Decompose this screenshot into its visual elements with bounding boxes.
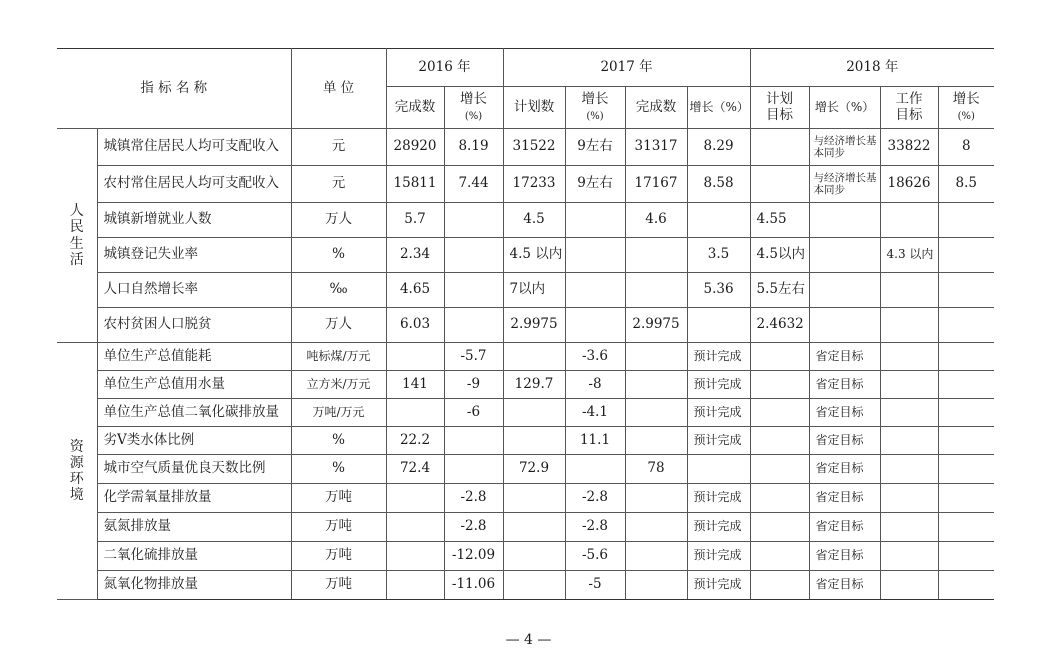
cell-p2017 <box>503 399 565 427</box>
cell-t2018 <box>750 343 809 371</box>
cell-tg2018 <box>809 308 880 343</box>
indicator-name-cell: 单位生产总值二氧化碳排放量 <box>97 399 291 427</box>
cell-g2016 <box>444 308 503 343</box>
cell-c2016 <box>386 484 444 513</box>
cell-unit: 万人 <box>291 203 386 238</box>
cell-c2016: 4.65 <box>386 273 444 308</box>
table-row <box>57 427 994 455</box>
header-year-2017: 2017 年 <box>503 49 750 87</box>
cell-unit: % <box>291 455 386 484</box>
table-row <box>57 343 994 371</box>
cell-pg2017: 11.1 <box>565 427 625 455</box>
cell-t2018 <box>750 129 809 166</box>
header-year-2018: 2018 年 <box>750 49 994 87</box>
cell-p2017: 2.9975 <box>503 308 565 343</box>
cell-c2017 <box>625 427 687 455</box>
indicator-name-cell: 劣Ⅴ类水体比例 <box>97 427 291 455</box>
cell-tg2018: 省定目标 <box>809 455 880 484</box>
cell-c2016: 6.03 <box>386 308 444 343</box>
cell-unit: 万吨 <box>291 571 386 600</box>
cell-g2016 <box>444 455 503 484</box>
cell-c2016 <box>386 399 444 427</box>
table-row <box>57 238 994 273</box>
cell-c2016 <box>386 513 444 542</box>
cell-wg2018 <box>938 484 994 513</box>
cell-wg2018 <box>938 371 994 399</box>
cell-p2017: 72.9 <box>503 455 565 484</box>
cell-unit: 万吨 <box>291 542 386 571</box>
cell-w2018 <box>880 427 938 455</box>
header-indicator-name: 指 标 名 称 <box>57 49 291 129</box>
cell-g2016: -2.8 <box>444 484 503 513</box>
cell-tg2018: 与经济增长基本同步 <box>809 129 880 166</box>
cell-g2016: -12.09 <box>444 542 503 571</box>
header-2018-work-growth: 增长 (%) <box>938 87 994 129</box>
cell-tg2018: 与经济增长基本同步 <box>809 166 880 203</box>
category-cell: 人 民 生 活 <box>57 129 97 343</box>
indicator-name-cell: 城镇常住居民人均可支配收入 <box>97 129 291 166</box>
cell-c2017: 2.9975 <box>625 308 687 343</box>
cell-g2016: 7.44 <box>444 166 503 203</box>
cell-c2016: 15811 <box>386 166 444 203</box>
cell-c2017 <box>625 484 687 513</box>
cell-c2016 <box>386 343 444 371</box>
cell-unit: 元 <box>291 166 386 203</box>
cell-wg2018 <box>938 571 994 600</box>
cell-p2017 <box>503 513 565 542</box>
cell-t2018 <box>750 371 809 399</box>
cell-t2018 <box>750 513 809 542</box>
cell-p2017: 4.5 <box>503 203 565 238</box>
cell-w2018 <box>880 484 938 513</box>
cell-wg2018: 8.5 <box>938 166 994 203</box>
cell-w2018: 33822 <box>880 129 938 166</box>
indicator-name-cell: 单位生产总值能耗 <box>97 343 291 371</box>
table-row <box>57 399 994 427</box>
cell-t2018 <box>750 571 809 600</box>
cell-pg2017: -2.8 <box>565 484 625 513</box>
cell-wg2018 <box>938 343 994 371</box>
cell-c2017 <box>625 399 687 427</box>
cell-t2018 <box>750 399 809 427</box>
cell-pg2017 <box>565 308 625 343</box>
cell-wg2018: 8 <box>938 129 994 166</box>
header-row-years <box>57 49 994 87</box>
cell-wg2018 <box>938 203 994 238</box>
header-2017-plan: 计划数 <box>503 87 565 129</box>
cell-w2018: 18626 <box>880 166 938 203</box>
cell-c2016: 72.4 <box>386 455 444 484</box>
cell-g2016: -5.7 <box>444 343 503 371</box>
cell-p2017 <box>503 427 565 455</box>
cell-g2017: 8.29 <box>687 129 750 166</box>
cell-c2016: 22.2 <box>386 427 444 455</box>
cell-w2018 <box>880 399 938 427</box>
cell-w2018 <box>880 343 938 371</box>
cell-c2017 <box>625 371 687 399</box>
indicator-name-cell: 城镇新增就业人数 <box>97 203 291 238</box>
cell-wg2018 <box>938 513 994 542</box>
cell-tg2018 <box>809 203 880 238</box>
cell-t2018: 4.5以内 <box>750 238 809 273</box>
cell-t2018 <box>750 166 809 203</box>
cell-p2017: 4.5 以内 <box>503 238 565 273</box>
indicator-name-cell: 农村常住居民人均可支配收入 <box>97 166 291 203</box>
header-2018-work-target: 工作 目标 <box>880 87 938 129</box>
indicator-name-cell: 单位生产总值用水量 <box>97 371 291 399</box>
cell-pg2017 <box>565 273 625 308</box>
cell-pg2017: -8 <box>565 371 625 399</box>
cell-unit: 吨标煤/万元 <box>291 343 386 371</box>
cell-pg2017: -2.8 <box>565 513 625 542</box>
cell-p2017: 17233 <box>503 166 565 203</box>
cell-w2018 <box>880 542 938 571</box>
table-row <box>57 273 994 308</box>
header-2017-growth: 增长（%） <box>687 87 750 129</box>
cell-g2017: 8.58 <box>687 166 750 203</box>
cell-g2016: -9 <box>444 371 503 399</box>
cell-pg2017: -4.1 <box>565 399 625 427</box>
cell-pg2017: -3.6 <box>565 343 625 371</box>
cell-c2016: 5.7 <box>386 203 444 238</box>
header-year-2016: 2016 年 <box>386 49 503 87</box>
indicator-name-cell: 氨氮排放量 <box>97 513 291 542</box>
cell-t2018 <box>750 542 809 571</box>
cell-g2017 <box>687 455 750 484</box>
header-2018-plan-growth: 增长（%） <box>809 87 880 129</box>
cell-g2017: 预计完成 <box>687 484 750 513</box>
cell-t2018: 5.5左右 <box>750 273 809 308</box>
cell-c2016: 2.34 <box>386 238 444 273</box>
cell-g2017: 预计完成 <box>687 513 750 542</box>
cell-unit: 万人 <box>291 308 386 343</box>
cell-t2018 <box>750 455 809 484</box>
indicator-name-cell: 城市空气质量优良天数比例 <box>97 455 291 484</box>
cell-c2016 <box>386 571 444 600</box>
cell-c2016: 28920 <box>386 129 444 166</box>
cell-g2016 <box>444 273 503 308</box>
cell-g2017 <box>687 203 750 238</box>
cell-pg2017: -5 <box>565 571 625 600</box>
category-cell: 资 源 环 境 <box>57 343 97 600</box>
cell-p2017: 7以内 <box>503 273 565 308</box>
table-row <box>57 571 994 600</box>
cell-pg2017: -5.6 <box>565 542 625 571</box>
cell-tg2018 <box>809 273 880 308</box>
cell-w2018: 4.3 以内 <box>880 238 938 273</box>
cell-p2017 <box>503 542 565 571</box>
cell-unit: ‰ <box>291 273 386 308</box>
header-2017-plan-growth: 增长 (%) <box>565 87 625 129</box>
cell-g2017: 预计完成 <box>687 343 750 371</box>
cell-w2018 <box>880 203 938 238</box>
cell-g2017: 预计完成 <box>687 399 750 427</box>
cell-w2018 <box>880 513 938 542</box>
cell-wg2018 <box>938 427 994 455</box>
cell-c2017 <box>625 238 687 273</box>
cell-g2017: 3.5 <box>687 238 750 273</box>
cell-c2017 <box>625 343 687 371</box>
indicator-table <box>57 48 994 600</box>
cell-pg2017 <box>565 455 625 484</box>
page-number: — 4 — <box>505 632 552 648</box>
indicator-name-cell: 人口自然增长率 <box>97 273 291 308</box>
indicator-name-cell: 化学需氧量排放量 <box>97 484 291 513</box>
cell-unit: 立方米/万元 <box>291 371 386 399</box>
table-row <box>57 129 994 166</box>
cell-pg2017 <box>565 238 625 273</box>
cell-p2017: 31522 <box>503 129 565 166</box>
indicator-name-cell: 二氧化硫排放量 <box>97 542 291 571</box>
cell-c2017 <box>625 513 687 542</box>
cell-g2017 <box>687 308 750 343</box>
table-row <box>57 203 994 238</box>
table-row <box>57 542 994 571</box>
header-2018-plan-target: 计划 目标 <box>750 87 809 129</box>
cell-wg2018 <box>938 542 994 571</box>
cell-w2018 <box>880 455 938 484</box>
cell-g2017: 预计完成 <box>687 427 750 455</box>
cell-g2016: -6 <box>444 399 503 427</box>
cell-c2016 <box>386 542 444 571</box>
table-row <box>57 513 994 542</box>
cell-unit: 万吨 <box>291 484 386 513</box>
cell-pg2017: 9左右 <box>565 129 625 166</box>
cell-tg2018: 省定目标 <box>809 371 880 399</box>
header-2016-growth: 增长 (%) <box>444 87 503 129</box>
cell-t2018 <box>750 427 809 455</box>
indicator-name-cell: 城镇登记失业率 <box>97 238 291 273</box>
cell-g2016 <box>444 427 503 455</box>
cell-c2017: 17167 <box>625 166 687 203</box>
cell-tg2018: 省定目标 <box>809 343 880 371</box>
cell-g2016: 8.19 <box>444 129 503 166</box>
cell-wg2018 <box>938 455 994 484</box>
cell-w2018 <box>880 273 938 308</box>
header-unit: 单 位 <box>291 49 386 129</box>
cell-p2017 <box>503 484 565 513</box>
cell-g2016 <box>444 203 503 238</box>
cell-g2016: -11.06 <box>444 571 503 600</box>
cell-c2017: 78 <box>625 455 687 484</box>
cell-unit: % <box>291 238 386 273</box>
cell-g2016: -2.8 <box>444 513 503 542</box>
cell-c2017: 31317 <box>625 129 687 166</box>
cell-pg2017: 9左右 <box>565 166 625 203</box>
cell-pg2017 <box>565 203 625 238</box>
cell-tg2018: 省定目标 <box>809 542 880 571</box>
cell-w2018 <box>880 371 938 399</box>
cell-t2018 <box>750 484 809 513</box>
cell-t2018: 4.55 <box>750 203 809 238</box>
cell-w2018 <box>880 308 938 343</box>
cell-g2017: 预计完成 <box>687 371 750 399</box>
cell-p2017 <box>503 571 565 600</box>
cell-c2017 <box>625 273 687 308</box>
cell-p2017 <box>503 343 565 371</box>
cell-tg2018: 省定目标 <box>809 484 880 513</box>
cell-tg2018: 省定目标 <box>809 399 880 427</box>
table-row <box>57 484 994 513</box>
cell-c2017 <box>625 571 687 600</box>
cell-c2016: 141 <box>386 371 444 399</box>
header-2017-completed: 完成数 <box>625 87 687 129</box>
cell-g2017: 预计完成 <box>687 571 750 600</box>
table-row <box>57 371 994 399</box>
cell-tg2018: 省定目标 <box>809 513 880 542</box>
cell-tg2018 <box>809 238 880 273</box>
cell-unit: 万吨/万元 <box>291 399 386 427</box>
cell-tg2018: 省定目标 <box>809 427 880 455</box>
cell-tg2018: 省定目标 <box>809 571 880 600</box>
cell-c2017: 4.6 <box>625 203 687 238</box>
cell-wg2018 <box>938 238 994 273</box>
cell-g2016 <box>444 238 503 273</box>
cell-unit: 万吨 <box>291 513 386 542</box>
indicator-name-cell: 农村贫困人口脱贫 <box>97 308 291 343</box>
cell-unit: 元 <box>291 129 386 166</box>
cell-g2017: 预计完成 <box>687 542 750 571</box>
cell-unit: % <box>291 427 386 455</box>
table-row <box>57 455 994 484</box>
cell-p2017: 129.7 <box>503 371 565 399</box>
table-row <box>57 166 994 203</box>
cell-wg2018 <box>938 399 994 427</box>
cell-wg2018 <box>938 308 994 343</box>
cell-w2018 <box>880 571 938 600</box>
table-row <box>57 308 994 343</box>
cell-g2017: 5.36 <box>687 273 750 308</box>
indicator-name-cell: 氮氧化物排放量 <box>97 571 291 600</box>
header-2016-completed: 完成数 <box>386 87 444 129</box>
cell-wg2018 <box>938 273 994 308</box>
cell-c2017 <box>625 542 687 571</box>
cell-t2018: 2.4632 <box>750 308 809 343</box>
